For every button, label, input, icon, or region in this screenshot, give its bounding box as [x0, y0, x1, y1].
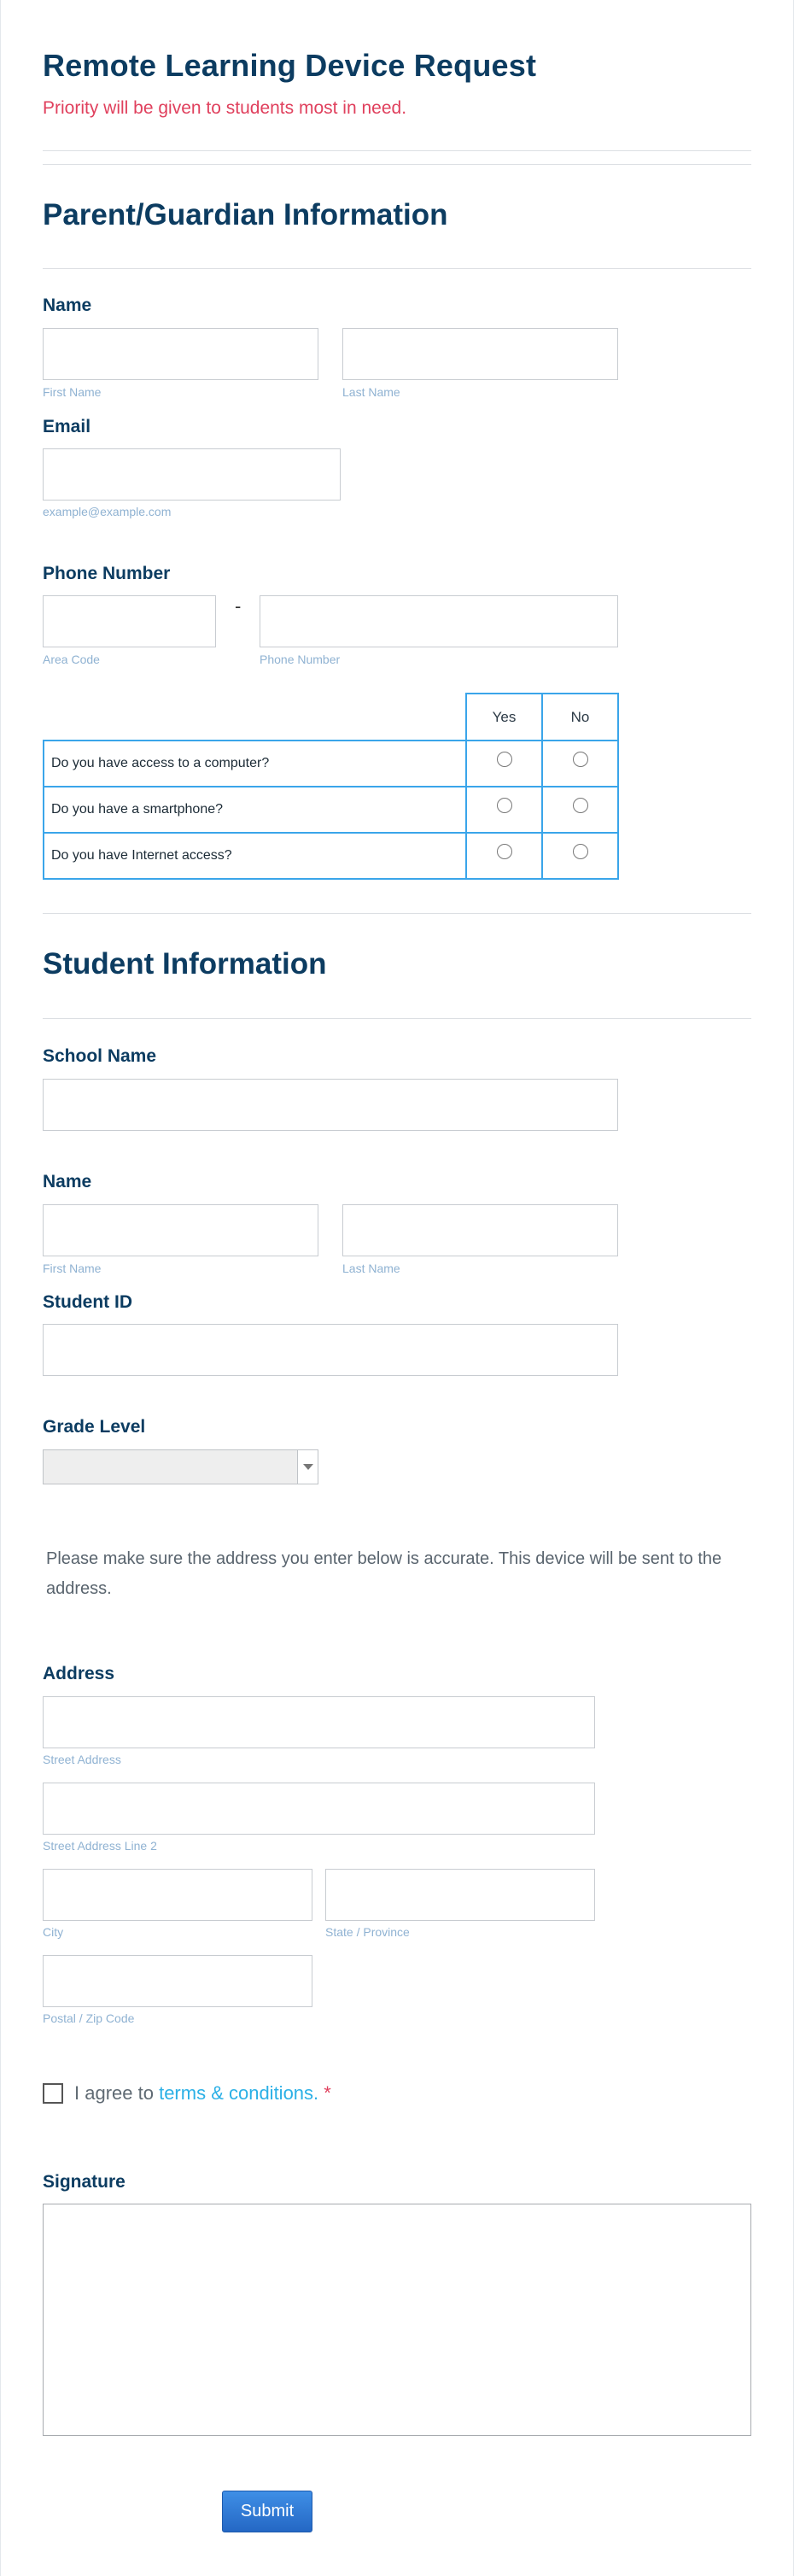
smartphone-no-radio[interactable]: [573, 798, 588, 813]
zip-hint: Postal / Zip Code: [43, 2011, 135, 2025]
matrix-col-yes: Yes: [466, 694, 542, 741]
student-last-hint: Last Name: [342, 1262, 400, 1275]
student-first-hint: First Name: [43, 1262, 102, 1275]
signature-label: Signature: [43, 2172, 126, 2192]
address-note: Please make sure the address you enter below is accurate. This device will be sent to the address.: [46, 1549, 722, 1598]
street-address-hint: Street Address: [43, 1753, 121, 1766]
grade-level-select[interactable]: [43, 1449, 298, 1484]
parent-first-name-input[interactable]: [43, 328, 318, 380]
email-input[interactable]: [43, 448, 341, 501]
computer-yes-radio[interactable]: [497, 752, 512, 767]
terms-label: [74, 2082, 331, 2105]
smartphone-yes-radio[interactable]: [497, 798, 512, 813]
street-address-line2-hint: Street Address Line 2: [43, 1839, 157, 1853]
student-section-title: Student Information: [43, 947, 327, 981]
signature-pad[interactable]: [43, 2204, 751, 2436]
student-id-input[interactable]: [43, 1324, 618, 1376]
matrix-question: Do you have a smartphone?: [44, 787, 466, 833]
divider: [43, 268, 751, 269]
student-last-name-input[interactable]: [342, 1204, 618, 1256]
matrix-corner: [44, 694, 466, 741]
grade-level-label: Grade Level: [43, 1417, 146, 1437]
area-code-hint: Area Code: [43, 653, 100, 666]
terms-prefix: I agree to: [74, 2082, 160, 2104]
divider: [43, 150, 751, 151]
matrix-col-no: No: [542, 694, 618, 741]
matrix-row: [44, 833, 618, 879]
form-title: Remote Learning Device Request: [43, 48, 537, 83]
divider: [43, 164, 751, 165]
school-name-input[interactable]: [43, 1079, 618, 1131]
terms-link[interactable]: terms & conditions.: [159, 2082, 319, 2104]
required-mark: *: [324, 2082, 331, 2104]
zip-input[interactable]: [43, 1955, 312, 2007]
chevron-down-icon: [303, 1464, 313, 1470]
state-input[interactable]: [325, 1869, 595, 1921]
student-first-name-input[interactable]: [43, 1204, 318, 1256]
street-address-line2-input[interactable]: [43, 1783, 595, 1835]
device-access-matrix: [43, 693, 619, 880]
internet-no-radio[interactable]: [573, 844, 588, 859]
parent-section-title: Parent/Guardian Information: [43, 198, 448, 231]
area-code-input[interactable]: [43, 595, 216, 647]
form-subtitle: Priority will be given to students most in need.: [43, 98, 407, 118]
divider: [43, 913, 751, 914]
matrix-row: [44, 741, 618, 787]
school-name-label: School Name: [43, 1046, 157, 1066]
street-address-input[interactable]: [43, 1696, 595, 1748]
parent-name-label: Name: [43, 296, 92, 315]
phone-separator: -: [235, 595, 242, 617]
last-name-hint: Last Name: [342, 385, 400, 399]
matrix-question: Do you have access to a computer?: [44, 741, 466, 787]
phone-label: Phone Number: [43, 564, 171, 583]
matrix-question: Do you have Internet access?: [44, 833, 466, 879]
parent-last-name-input[interactable]: [342, 328, 618, 380]
city-input[interactable]: [43, 1869, 312, 1921]
submit-button[interactable]: Submit: [222, 2491, 312, 2532]
email-label: Email: [43, 417, 91, 436]
address-label: Address: [43, 1664, 115, 1683]
internet-yes-radio[interactable]: [497, 844, 512, 859]
matrix-row: [44, 787, 618, 833]
state-hint: State / Province: [325, 1925, 410, 1939]
email-hint: example@example.com: [43, 505, 172, 518]
grade-level-dropdown-button[interactable]: [297, 1449, 318, 1484]
student-id-label: Student ID: [43, 1292, 132, 1312]
city-hint: City: [43, 1925, 64, 1939]
computer-no-radio[interactable]: [573, 752, 588, 767]
phone-number-hint: Phone Number: [260, 653, 341, 666]
first-name-hint: First Name: [43, 385, 102, 399]
terms-checkbox[interactable]: [43, 2083, 63, 2104]
student-name-label: Name: [43, 1172, 92, 1191]
phone-number-input[interactable]: [260, 595, 618, 647]
divider: [43, 1018, 751, 1019]
